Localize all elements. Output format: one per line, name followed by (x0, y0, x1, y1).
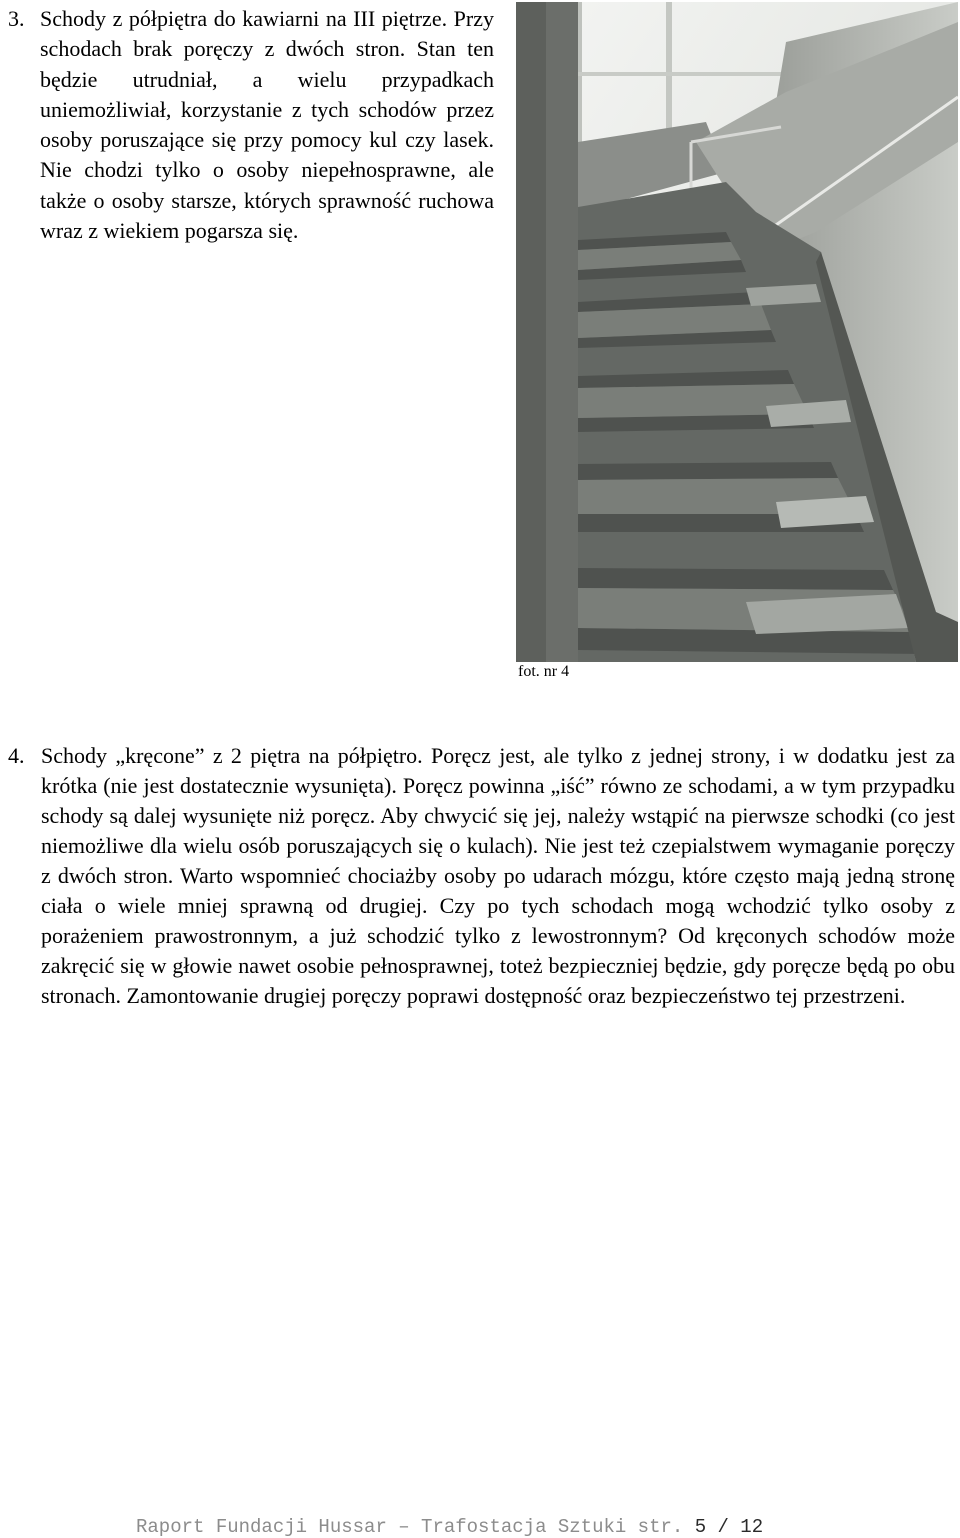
page-footer (136, 1517, 763, 1537)
footer-text: Raport Fundacji Hussar – Trafostacja Sztuki str. (136, 1516, 695, 1538)
item-paragraph: Schody „kręcone” z 2 piętra na półpiętro. Poręcz jest, ale tylko z jednej strony, i w dodatku jest za krótka (nie jest dostatecznie wysunięta). Poręcz powinna „iść” równo ze schodami, a w tym przypadku schody są dalej wysunięte niż poręcz. Aby chwycić się jej, należy wstąpić na pierwsze schodki (co jest niemożliwe dla wielu osób poruszających się o kulach). Nie jest też czepialstwem wymaganie poręczy z dwóch stron. Warto wspomnieć chociażby osoby po udarach mózgu, które często mają jedną stronę ciała o wiele mniej sprawną od drugiej. Czy po tych schodach mogą wchodzić tylko osoby z porażeniem prawostronnym, a już schodzić tylko z lewostronnym? Od kręconych schodów może zakręcić się w głowie nawet osobie pełnosprawnej, toteż bezpieczniej będzie, gdy poręcze będą po obu stronach. Zamontowanie drugiej poręczy poprawi dostępność oraz bezpieczeństwo tej przestrzeni. (41, 743, 955, 1009)
staircase-photo (516, 2, 958, 662)
item-number: 4. (8, 743, 25, 768)
list-item-3 (8, 4, 494, 246)
item-paragraph: Schody z półpiętra do kawiarni na III piętrze. Przy schodach brak poręczy z dwóch stron. Stan ten będzie utrudniał, a wielu przypadkach uniemożliwiał, korzystanie z tych schodów przez osoby poruszające się przy pomocy kul czy lasek. Nie chodzi tylko o osoby niepełnosprawne, ale także o osoby starsze, których sprawność ruchowa wraz z wiekiem pogarsza się. (40, 6, 494, 244)
photo-caption: fot. nr 4 (518, 663, 570, 680)
list-item-4 (8, 741, 955, 1011)
page-number: 5 / 12 (694, 1516, 764, 1538)
item-number: 3. (8, 6, 25, 31)
